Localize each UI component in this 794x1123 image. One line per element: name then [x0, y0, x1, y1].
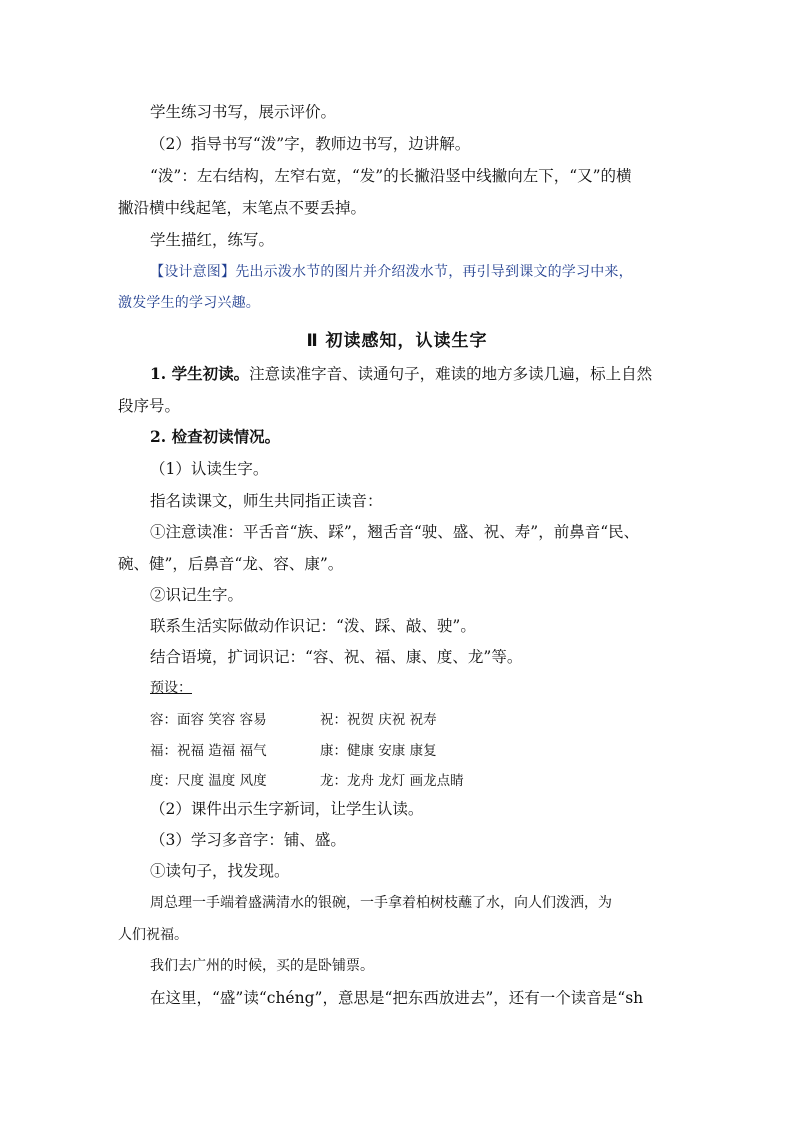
paragraph: 在这里，“盛”读“chéng”，意思是“把东西放进去”，还有一个读音是“sh	[150, 989, 644, 1007]
step-label: 2. 检查初读情况。	[150, 427, 281, 446]
preset-label: 预设：	[150, 680, 192, 696]
design-intent: 【设计意图】先出示泼水节的图片并介绍泼水节，再引导到课文的学习中来，	[150, 264, 633, 280]
design-intent: 激发学生的学习兴趣。	[118, 295, 260, 311]
vocab-left: 容：面容 笑容 容易	[150, 712, 267, 728]
vocab-row	[150, 739, 437, 759]
paragraph	[150, 364, 680, 384]
vocab-right: 祝：祝贺 庆祝 祝寿	[320, 712, 437, 728]
paragraph: （2）指导书写“泼”字，教师边书写，边讲解。	[150, 135, 471, 153]
example-sentence: 我们去广州的时候，买的是卧铺票。	[150, 958, 374, 974]
vocab-left: 福：祝福 造福 福气	[150, 743, 267, 759]
paragraph: （2）课件出示生字新词，让学生认读。	[150, 800, 424, 818]
vocab-left: 度：尺度 温度 风度	[150, 773, 267, 789]
example-sentence: 周总理一手端着盛满清水的银碗，一手拿着柏树枝蘸了水，向人们泼洒，为	[150, 895, 612, 911]
vocab-right: 康：健康 安康 康复	[320, 743, 437, 759]
vocab-row	[150, 769, 464, 789]
paragraph: “泼”：左右结构，左窄右宽，“发”的长撇沿竖中线撇向左下，“又”的横	[150, 167, 632, 185]
paragraph: （3）学习多音字：铺、盛。	[150, 831, 346, 849]
paragraph: 联系生活实际做动作识记：“泼、踩、敲、驶”。	[150, 617, 476, 635]
paragraph: 碗、健”，后鼻音“龙、容、康”。	[118, 555, 344, 573]
vocab-right: 龙：龙舟 龙灯 画龙点睛	[320, 773, 464, 789]
step-text: 注意读准字音、读通句子，难读的地方多读几遍，标上自然	[249, 365, 653, 383]
paragraph: 学生练习书写，展示评价。	[150, 103, 337, 121]
section-heading: Ⅱ 初读感知，认读生字	[306, 331, 488, 351]
paragraph: 学生描红，练写。	[150, 231, 275, 249]
step-label: 1. 学生初读。	[150, 364, 250, 383]
example-sentence: 人们祝福。	[118, 927, 188, 943]
paragraph: （1）认读生字。	[150, 460, 269, 478]
paragraph: ②识记生字。	[150, 586, 244, 604]
paragraph: 结合语境，扩词识记：“容、祝、福、康、度、龙”等。	[150, 648, 523, 666]
paragraph: 指名读课文，师生共同指正读音：	[150, 492, 383, 510]
paragraph: ①注意读准：平舌音“族、踩”，翘舌音“驶、盛、祝、寿”，前鼻音“民、	[150, 523, 640, 541]
paragraph: 段序号。	[118, 397, 181, 415]
vocab-row	[150, 708, 437, 728]
paragraph: 撇沿横中线起笔，末笔点不要丢掉。	[118, 199, 367, 217]
paragraph: ①读句子，找发现。	[150, 862, 290, 880]
